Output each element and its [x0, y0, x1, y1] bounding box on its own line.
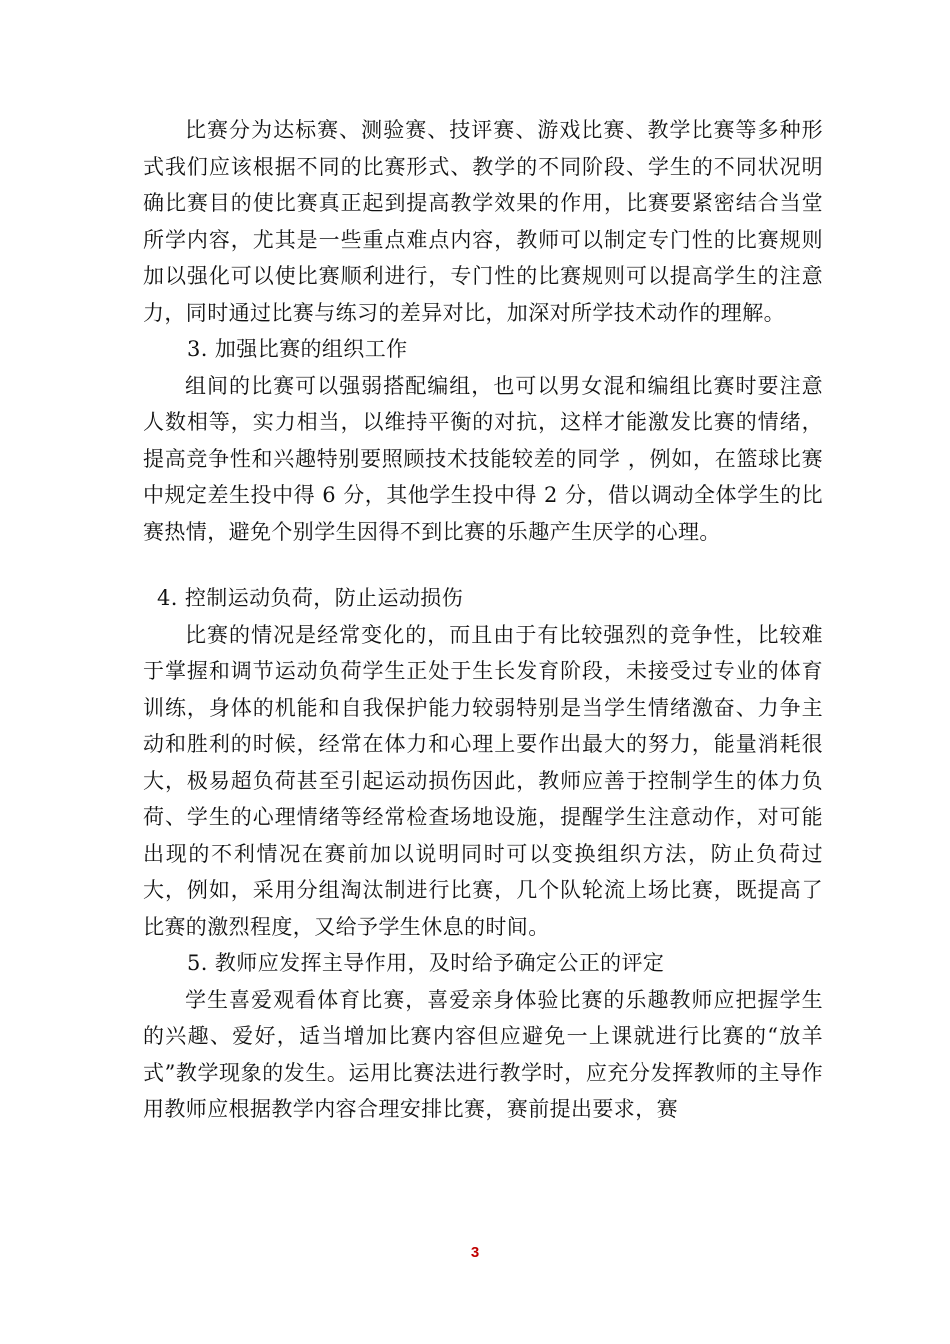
paragraph-group-organization: 组间的比赛可以强弱搭配编组，也可以男女混和编组比赛时要注意人数相等，实力相当，以维持平衡的对抗，这样才能激发比赛的情绪，提高竞争性和兴趣特别要照顾技术技能较差的同学 ，例如，在篮球比赛中规定差生投中得 6 分，其他学生投中得 2 分，借以调动全体学生的比赛热情，避免个别学生因得不到比赛的乐趣产生厌学的心理。	[143, 373, 823, 544]
heading-section-5: 5. 教师应发挥主导作用，及时给予确定公正的评定	[187, 951, 665, 975]
paragraph-competition-types: 比赛分为达标赛、测验赛、技评赛、游戏比赛、教学比赛等多种形式我们应该根据不同的比赛形式、教学的不同阶段、学生的不同状况明确比赛目的使比赛真正起到提高教学效果的作用，比赛要紧密结合当堂所学内容，尤其是一些重点难点内容，教师可以制定专门性的比赛规则加以强化可以使比赛顺利进行，专门性的比赛规则可以提高学生的注意力，同时通过比赛与练习的差异对比，加深对所学技术动作的理解。	[143, 118, 823, 325]
heading-section-3: 3. 加强比赛的组织工作	[187, 337, 408, 361]
paragraph-teacher-role: 学生喜爱观看体育比赛，喜爱亲身体验比赛的乐趣教师应把握学生的兴趣、爱好，适当增加比赛内容但应避免一上课就进行比赛的“放羊式”教学现象的发生。运用比赛法进行教学时，应充分发挥教师的主导作用教师应根据教学内容合理安排比赛，赛前提出要求，赛	[143, 987, 823, 1121]
heading-section-4: 4. 控制运动负荷，防止运动损伤	[157, 586, 464, 610]
document-body	[143, 112, 823, 1128]
page-number: 3	[470, 1244, 480, 1261]
paragraph-load-control: 比赛的情况是经常变化的，而且由于有比较强烈的竞争性，比较难于掌握和调节运动负荷学生正处于生长发育阶段，未接受过专业的体育训练，身体的机能和自我保护能力较弱特别是当学生情绪激奋、力争主动和胜利的时候，经常在体力和心理上要作出最大的努力，能量消耗很大，极易超负荷甚至引起运动损伤因此，教师应善于控制学生的体力负荷、学生的心理情绪等经常检查场地设施，提醒学生注意动作，对可能出现的不利情况在赛前加以说明同时可以变换组织方法，防止负荷过大，例如，采用分组淘汰制进行比赛，几个队轮流上场比赛，既提高了比赛的激烈程度，又给予学生休息的时间。	[143, 622, 823, 939]
